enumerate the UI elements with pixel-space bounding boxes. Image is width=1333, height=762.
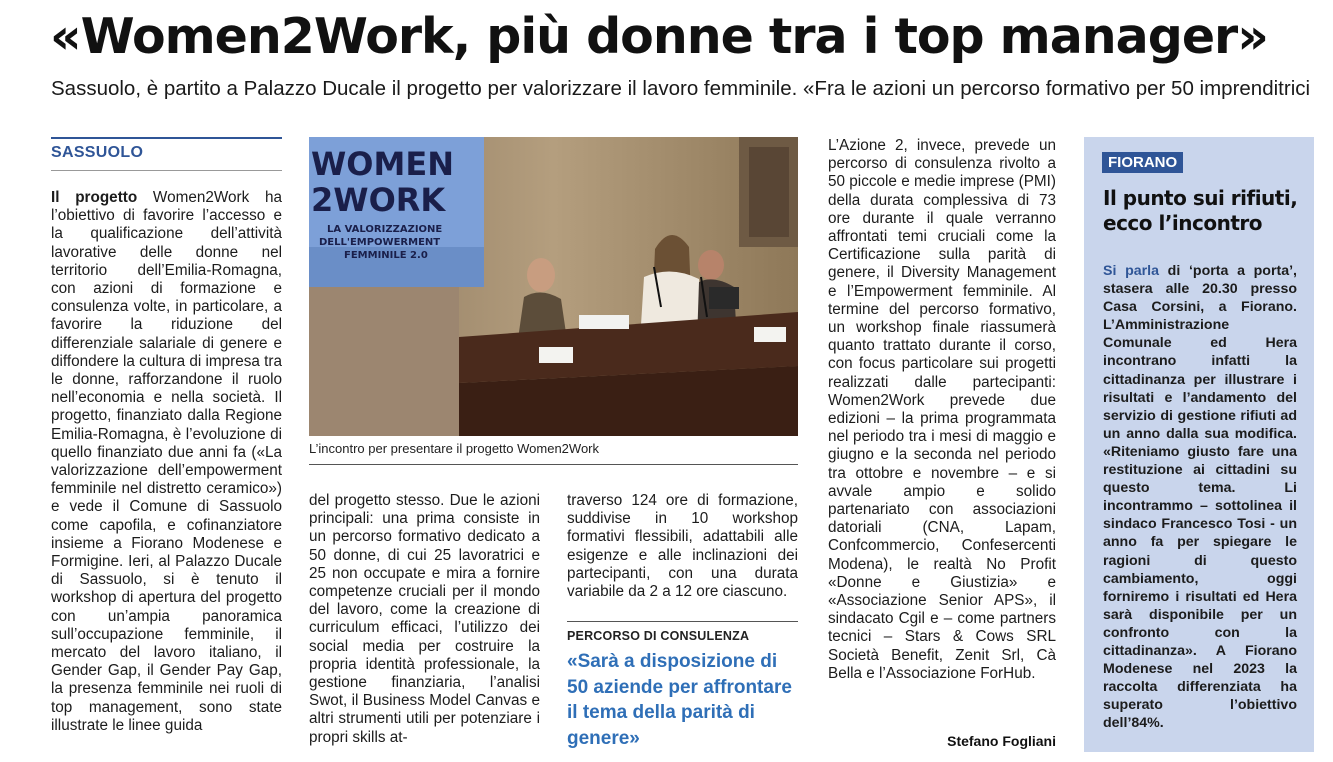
article-photo xyxy=(309,137,798,436)
article-headline: «Women2Work, più donne tra i top manager» xyxy=(50,8,1268,65)
article-byline: Stefano Fogliani xyxy=(947,733,1056,749)
article-column-3 xyxy=(567,492,798,601)
poster-subtitle-1: LA VALORIZZAZIONE xyxy=(327,224,443,235)
pull-quote: «Sarà a disposizione di 50 aziende per affrontare il tema della parità di genere» xyxy=(567,651,792,749)
poster-title-2: 2WORK xyxy=(311,181,446,219)
column-divider xyxy=(51,170,282,171)
article-lead: Il progetto xyxy=(51,189,138,206)
sidebar-kicker: PERCORSO DI CONSULENZA xyxy=(567,629,750,643)
box-title: Il punto sui rifiuti, ecco l’incontro xyxy=(1103,186,1298,235)
box-section-tag: FIORANO xyxy=(1102,152,1183,173)
box-lead: Si parla xyxy=(1103,263,1159,279)
article-column-4 xyxy=(828,137,1056,683)
column-rule xyxy=(51,137,282,139)
section-tag: SASSUOLO xyxy=(51,144,144,161)
article-subhead: Sassuolo, è partito a Palazzo Ducale il progetto per valorizzare il lavoro femminile. «Fra le azioni un percorso formativo per 50 imprenditrici xyxy=(51,77,1311,100)
poster-subtitle-3: FEMMINILE 2.0 xyxy=(344,250,428,261)
photo-scene xyxy=(309,137,798,436)
poster-title-1: WOMEN xyxy=(311,145,454,183)
caption-rule xyxy=(309,464,798,465)
article-column-2 xyxy=(309,492,540,747)
box-text: di ‘porta a porta’, stasera alle 20.30 presso Casa Corsini, a Fiorano. L’Amministrazione Comunale ed Hera incontrano infatti la cittadinanza per illustrare i risultati e l’andamento del servizio di gestione rifiuti ad un anno dalla sua modifica. «Riteniamo giusto fare una restituzione ai cittadini su questo tema. Li incontrammo – sottolinea il sindaco Francesco Tosi - un anno fa per spiegare le ragioni di questo cambiamento, oggi forniremo i risultati ed Hera sarà disponibile per un confronto con la cittadinanza». A Fiorano Modenese nel 2023 la raccolta differenziata ha superato l’obiettivo dell’84%. xyxy=(1103,263,1297,732)
article-body-3: traverso 124 ore di formazione, suddivise in 10 workshop formativi flessibili, adattabili alle esigenze e alle inclinazioni dei partecipanti, con una durata variabile da 2 a 12 ore ciascuno. xyxy=(567,492,798,601)
article-body-4: L’Azione 2, invece, prevede un percorso di consulenza rivolto a 50 piccole e medie imprese (PMI) della durata complessiva di 73 ore durante il quale verranno affrontati temi cruciali come la Certificazione sulla parità di genere, il Diversity Management e l’Empowerment femminile. Al termine del percorso formativo, un workshop finale riassumerà quanto trattato durante il corso, con focus particolare sui progetti realizzati dalle partecipanti: Women2Work prevede due edizioni – la prima programmata nel periodo tra i mesi di maggio e giugno e la seconda nel periodo tra ottobre e novembre – e si avvale ampio e solido partenariato con associazioni datoriali (CNA, Lapam, Confcommercio, Confesercenti Modena), le realtà No Profit «Donne e Giustizia» e «Associazione Senior APS», il sindacato Cgil e – come partners tecnici – Stars & Cows SRL Società Benefit, Zenit Srl, Cà Bella e l’Associazione ForHub. xyxy=(828,137,1056,682)
box-body xyxy=(1103,262,1297,732)
article-body-2: del progetto stesso. Due le azioni principali: una prima consiste in un percorso formativo dedicato a 50 donne, di cui 25 lavoratrici e 25 non occupate e mira a fornire competenze cruciali per il mondo del lavoro, come la creazione di curriculum efficaci, l’utilizzo dei social media per costruire la propria identità professionale, la gestione finanziaria, l’analisi Swot, il Business Model Canvas e altri strumenti utili per potenziare i propri skills at- xyxy=(309,492,540,746)
article-column-1 xyxy=(51,189,282,735)
article-body-1: Women2Work ha l’obiettivo di favorire l’accesso e la qualificazione dell’attività lavorative delle donne nel territorio dell’Emilia-Romagna, con azioni di formazione e consulenza volte, in particolare, a favorire la riduzione del differenziale salariale di genere e diffondere la cultura di impresa tra le donne, rafforzandone il ruolo nell’economia e nella società. Il progetto, finanziato dalla Regione Emilia-Romagna, è l’evoluzione di quello finanziato due anni fa («La valorizzazione dell’empowerment femminile nel distretto ceramico») e vede il Comune di Sassuolo come capofila, e cofinanziatore insieme a Fiorano Modenese e Formigine. Ieri, al Palazzo Ducale di Sassuolo, si è tenuto il workshop di apertura del progetto con un’ampia panoramica sull’occupazione femminile, il mercato del lavoro italiano, il Gender Gap, il Gender Pay Gap, la presenza femminile nei ruoli di top management, sono state illustrate le linee guida xyxy=(51,189,282,734)
poster-subtitle-2: DELL'EMPOWERMENT xyxy=(319,237,441,248)
sidebar-rule xyxy=(567,621,798,622)
photo-caption: L’incontro per presentare il progetto Women2Work xyxy=(309,441,600,456)
